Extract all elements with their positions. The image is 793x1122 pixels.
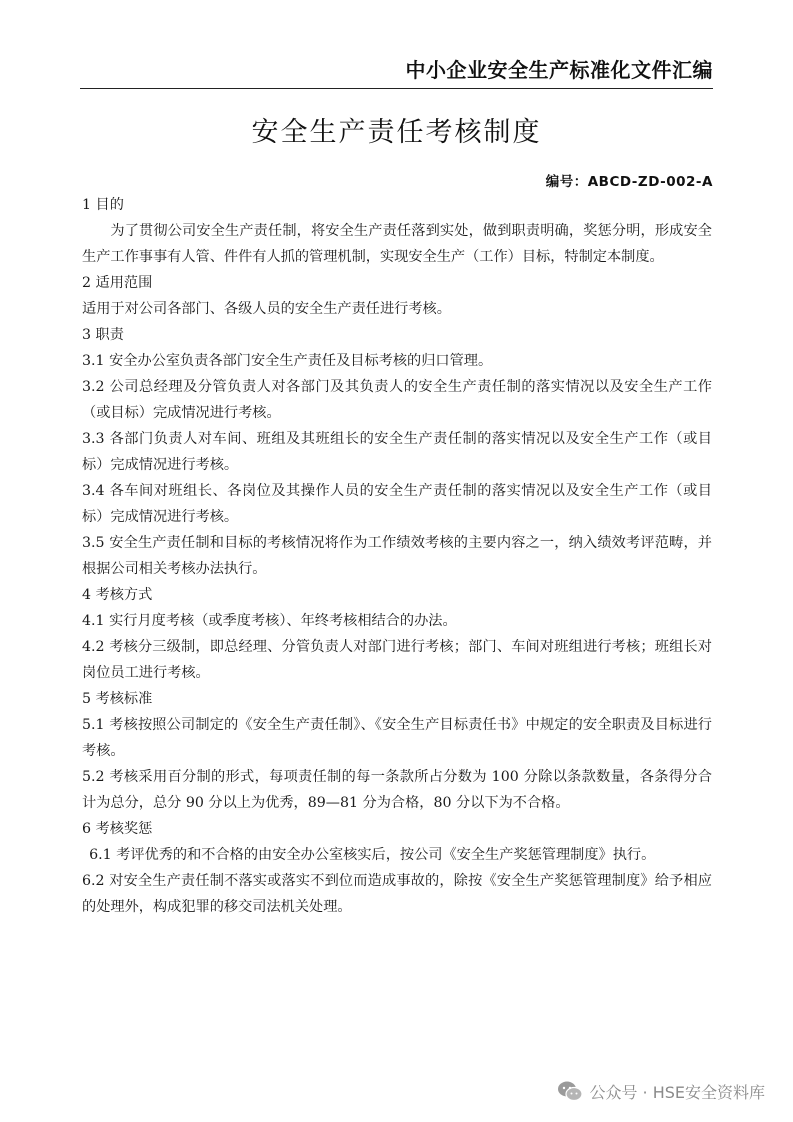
section-heading: 4 考核方式 bbox=[82, 587, 153, 603]
document-body bbox=[82, 192, 712, 920]
section-heading: 1 目的 bbox=[82, 197, 124, 213]
collection-title: 中小企业安全生产标准化文件汇编 bbox=[405, 58, 713, 82]
wechat-icon bbox=[557, 1080, 583, 1102]
section-heading: 2 适用范围 bbox=[82, 275, 153, 291]
clause: 5.2 考核采用百分制的形式，每项责任制的每一条款所占分数为 100 分除以条款数量，各条得分合计为总分，总分 90 分以上为优秀，89—81 分为合格，80 分以下为不合格。 bbox=[82, 769, 712, 811]
paragraph: 适用于对公司各部门、各级人员的安全生产责任进行考核。 bbox=[82, 301, 451, 317]
section-heading: 5 考核标准 bbox=[82, 691, 153, 707]
clause: 6.2 对安全生产责任制不落实或落实不到位而造成事故的，除按《安全生产奖惩管理制度》给予相应的处理外，构成犯罪的移交司法机关处理。 bbox=[82, 873, 712, 915]
watermark bbox=[557, 1076, 765, 1106]
watermark-text: 公众号 · HSE安全资料库 bbox=[589, 1082, 765, 1102]
paragraph: 为了贯彻公司安全生产责任制，将安全生产责任落到实处，做到职责明确，奖惩分明，形成安全生产工作事事有人管、件件有人抓的管理机制，实现安全生产（工作）目标，特制定本制度。 bbox=[82, 223, 712, 265]
clause: 4.2 考核分三级制，即总经理、分管负责人对部门进行考核；部门、车间对班组进行考核；班组长对岗位员工进行考核。 bbox=[82, 639, 712, 681]
clause: 3.3 各部门负责人对车间、班组及其班组长的安全生产责任制的落实情况以及安全生产工作（或目标）完成情况进行考核。 bbox=[82, 431, 712, 473]
clause: 4.1 实行月度考核（或季度考核）、年终考核相结合的办法。 bbox=[82, 613, 457, 629]
section-heading: 3 职责 bbox=[82, 327, 124, 343]
clause: 5.1 考核按照公司制定的《安全生产责任制》、《安全生产目标责任书》中规定的安全职责及目标进行考核。 bbox=[82, 717, 712, 759]
collection-header bbox=[80, 52, 713, 89]
clause: 3.2 公司总经理及分管负责人对各部门及其负责人的安全生产责任制的落实情况以及安全生产工作（或目标）完成情况进行考核。 bbox=[82, 379, 712, 421]
document-title: 安全生产责任考核制度 bbox=[251, 117, 542, 148]
section-heading: 6 考核奖惩 bbox=[82, 821, 153, 837]
clause: 3.4 各车间对班组长、各岗位及其操作人员的安全生产责任制的落实情况以及安全生产工作（或目标）完成情况进行考核。 bbox=[82, 483, 712, 525]
clause: 6.1 考评优秀的和不合格的由安全办公室核实后，按公司《安全生产奖惩管理制度》执行。 bbox=[89, 847, 656, 863]
clause: 3.5 安全生产责任制和目标的考核情况将作为工作绩效考核的主要内容之一，纳入绩效考评范畴，并根据公司相关考核办法执行。 bbox=[82, 535, 712, 577]
clause: 3.1 安全办公室负责各部门安全生产责任及目标考核的归口管理。 bbox=[82, 353, 493, 369]
document-number: 编号：ABCD-ZD-002-A bbox=[545, 174, 713, 190]
